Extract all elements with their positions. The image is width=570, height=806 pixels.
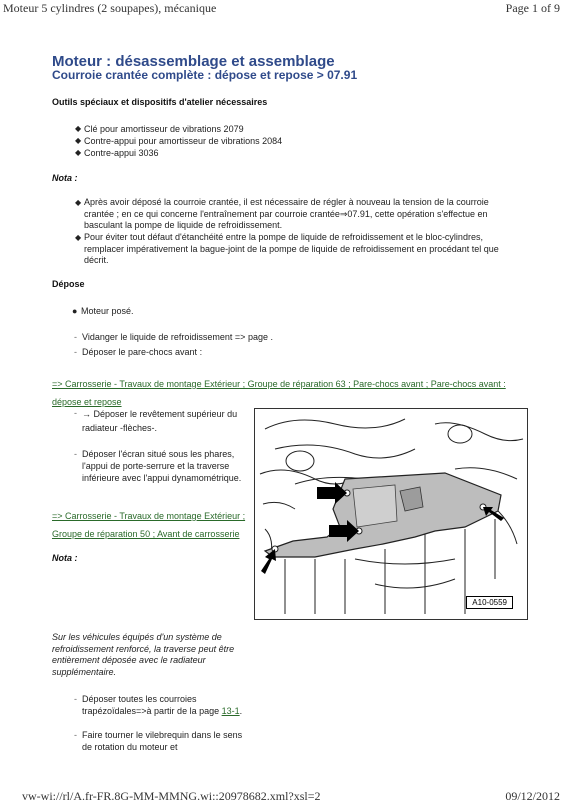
- page-footer-url: vw-wi://rl/A.fr-FR.8G-MM-MMNG.wi::20978682.xml?xsl=2: [22, 789, 321, 803]
- figure-id-label: A10-0559: [466, 596, 513, 609]
- page-footer-date: 09/12/2012: [505, 789, 560, 803]
- diamond-bullet-icon: ◆: [75, 198, 82, 207]
- nota-heading: Nota :: [52, 553, 78, 563]
- nota-item: ◆ Pour éviter tout défaut d'étanchéité entre la pompe de liquide de refroidissement et le bloc-cylindres, remplacer impérativement la bague-joint de la pompe de liquide de refroidissement en procédant tel que décrit.: [75, 232, 499, 265]
- engine-figure: [254, 408, 528, 620]
- step-item: - Déposer l'écran situé sous les phares, l'appui de porte-serrure et la traverse inférieure avec l'appui dynamométrique.: [74, 449, 242, 483]
- nota-heading: Nota :: [52, 173, 78, 183]
- diamond-bullet-icon: ◆: [75, 136, 82, 145]
- page-subtitle: Courroie crantée complète : dépose et repose > 07.91: [52, 68, 358, 82]
- diamond-bullet-icon: ◆: [75, 124, 82, 133]
- tools-heading: Outils spéciaux et dispositifs d'atelier nécessaires: [52, 97, 268, 107]
- step-item: - Faire tourner le vilebrequin dans le sens de rotation du moteur et: [74, 730, 243, 752]
- step-item: - Déposer le pare-chocs avant :: [74, 347, 203, 357]
- body-procedure-link[interactable]: => Carrosserie - Travaux de montage Extérieur ; Groupe de réparation 50 ; Avant de carrosserie: [52, 511, 246, 539]
- step-item: - Déposer toutes les courroies trapézoïdales=>à partir de la page 13-1.: [74, 694, 243, 716]
- circle-bullet-icon: ●: [72, 306, 78, 316]
- step-item: - → Déposer le revêtement supérieur du radiateur -flèches-.: [74, 408, 238, 433]
- page-link[interactable]: 13-1: [221, 706, 240, 716]
- engine-illustration: [255, 409, 527, 619]
- page-number: Page 1 of 9: [505, 1, 560, 15]
- page-header-title: Moteur 5 cylindres (2 soupapes), mécanique: [3, 1, 217, 15]
- page-title: Moteur : désassemblage et assemblage: [52, 53, 335, 70]
- diamond-bullet-icon: ◆: [75, 148, 82, 157]
- engine-status: ● Moteur posé.: [72, 306, 134, 316]
- step-item: - Vidanger le liquide de refroidissement => page .: [74, 332, 273, 342]
- nota-text: Sur les véhicules équipés d'un système de refroidissement renforcé, la traverse peut être entièrement déposée avec le radiateur supplémentaire.: [52, 632, 235, 677]
- diamond-bullet-icon: ◆: [75, 233, 82, 242]
- bumper-procedure-link[interactable]: => Carrosserie - Travaux de montage Extérieur ; Groupe de réparation 63 ; Pare-chocs avant ; Pare-chocs avant : dépose et repose: [52, 379, 506, 407]
- depose-heading: Dépose: [52, 279, 85, 289]
- nota-item: ◆ Après avoir déposé la courroie crantée, il est nécessaire de régler à nouveau la tension de la courroie crantée ; en ce qui concerne l'entraînement par courroie crantée⇒07.91, cette opération s'effectue en basculant la pompe de liquide de refroidissement.: [75, 197, 489, 230]
